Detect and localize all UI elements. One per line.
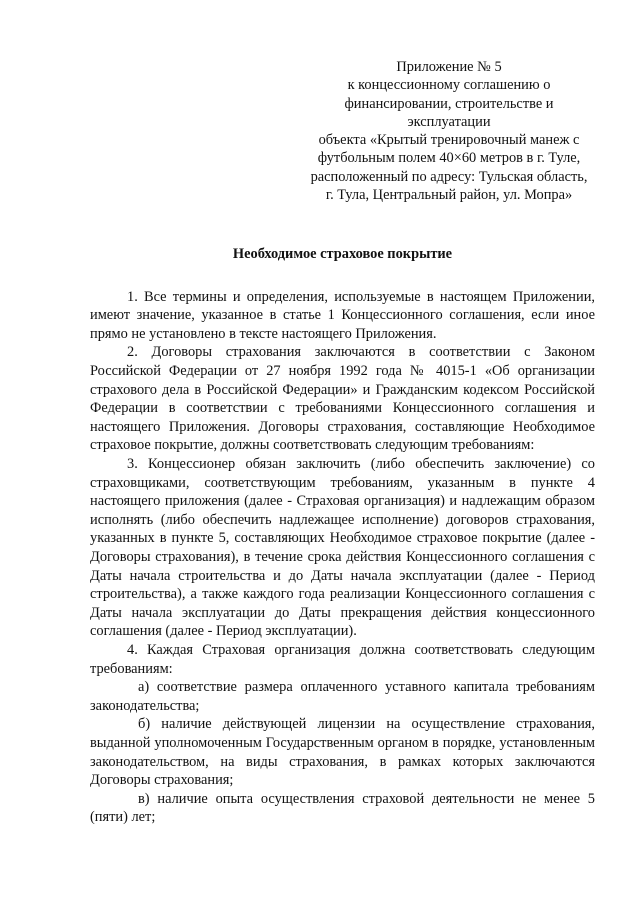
annex-line: футбольным полем 40×60 метров в г. Туле,	[317, 150, 581, 167]
paragraph-1: 1. Все термины и определения, используемые в настоящем Приложении, имеют значение, указанное в статье 1 Концессионного соглашения, если иное прямо не установлено в тексте настоящего Приложения.	[90, 288, 595, 342]
document-heading: Необходимое страховое покрытие	[232, 246, 453, 263]
annex-line: к концессионному соглашению о	[347, 77, 551, 94]
document-body	[90, 288, 595, 827]
annex-line: финансировании, строительстве и эксплуатации	[344, 95, 554, 130]
subitem-a: а) соответствие размера оплаченного уставного капитала требованиям законодательства;	[90, 679, 595, 714]
annex-header	[303, 58, 595, 204]
annex-line: Приложение № 5	[396, 59, 502, 75]
paragraph-3: 3. Концессионер обязан заключить (либо обеспечить заключение) со страховщиками, соответствующим требованиям, указанным в пункте 4 настоящего приложения (далее - Страховая организация) и надлежащим образом исполнять (либо обеспечить надлежащее исполнение) договоров страхования, указанных в пункте 5, составляющих Необходимое страховое покрытие (далее - Договоры страхования), в течение срока действия Концессионного соглашения с Даты начала строительства и до Даты начала эксплуатации (далее - Период строительства), а также каждого года реализации Концессионного соглашения с Даты начала эксплуатации до Даты прекращения действия концессионного соглашения (далее - Период эксплуатации).	[90, 456, 595, 640]
annex-line: расположенный по адресу: Тульская область,	[310, 168, 588, 185]
annex-line: г. Тула, Центральный район, ул. Мопра»	[325, 187, 573, 204]
paragraph-4: 4. Каждая Страховая организация должна соответствовать следующим требованиям:	[90, 641, 595, 677]
subitem-b: б) наличие действующей лицензии на осуществление страхования, выданной уполномоченным Государственным органом в порядке, установленным законодательством, на виды страхования, в рамках которых заключаются Договоры страхования;	[90, 716, 595, 789]
annex-line: объекта «Крытый тренировочный манеж с	[318, 132, 580, 149]
subitem-c: в) наличие опыта осуществления страховой деятельности не менее 5 (пяти) лет;	[90, 790, 595, 826]
paragraph-2: 2. Договоры страхования заключаются в соответствии с Законом Российской Федерации от 27 ноября 1992 года № 4015-1 «Об организации страхового дела в Российской Федерации» и Гражданским кодексом Российской Федерации в соответствии с требованиями Концессионного соглашения и настоящего Приложения. Договоры страхования, составляющие Необходимое страховое покрытие, должны соответствовать следующим требованиям:	[90, 344, 595, 454]
